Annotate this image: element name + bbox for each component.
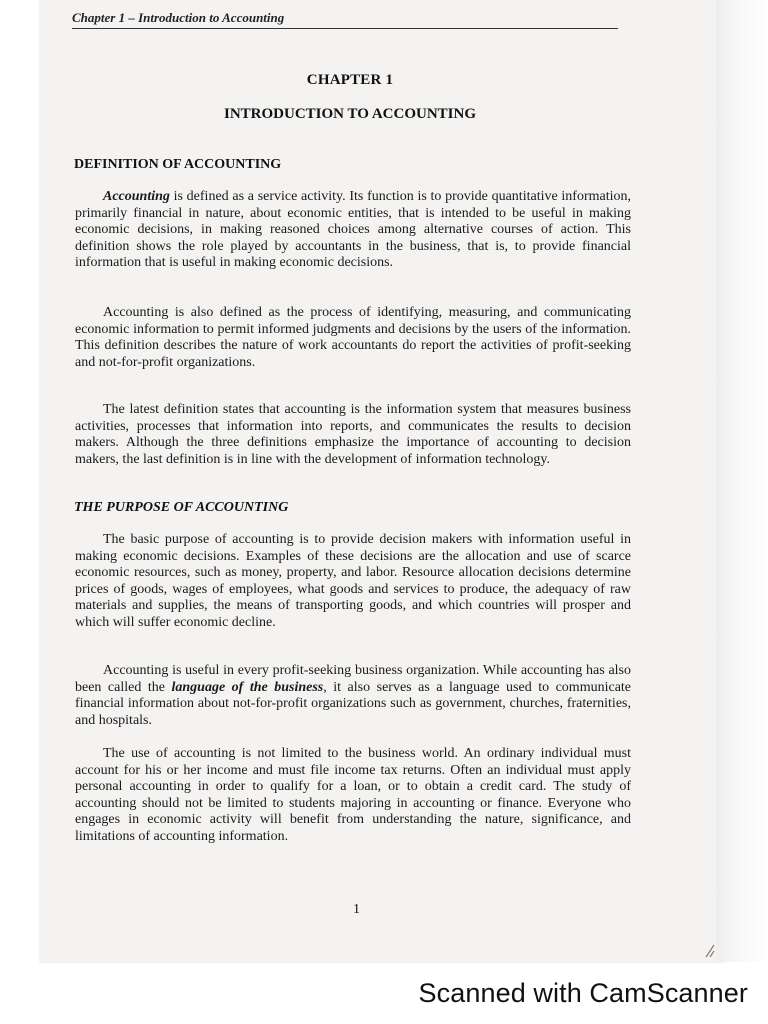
running-header: Chapter 1 – Introduction to Accounting — [72, 10, 618, 29]
section-heading-definition: DEFINITION OF ACCOUNTING — [74, 157, 282, 172]
page-corner-mark — [704, 943, 716, 959]
page-number: 1 — [353, 902, 360, 917]
scanner-watermark: Scanned with CamScanner — [418, 978, 748, 1008]
lead-term-accounting: Accounting — [103, 189, 170, 204]
paragraph-purpose-3: The use of accounting is not limited to the business world. An ordinary individual must account for his or her income and must file income tax returns. Often an individual must apply personal accounting in order to qualify for a loan, or to obtain a credit card. The study of accounting should not be limited to students majoring in accounting or finance. Everyone who engages in economic activity will benefit from understanding the nature, significance, and limitations of accounting information. — [75, 746, 631, 844]
paragraph-purpose-2 — [75, 663, 631, 729]
chapter-title: INTRODUCTION TO ACCOUNTING — [224, 106, 476, 122]
paper-edge-shadow — [716, 0, 768, 962]
paragraph-definition-2: Accounting is also defined as the process of identifying, measuring, and communicating economic information to permit informed judgments and decisions by the users of the information. This definition describes the nature of work accountants do report the activities of profit-seeking and not-for-profit organizations. — [75, 305, 631, 370]
section-heading-purpose: THE PURPOSE OF ACCOUNTING — [74, 500, 289, 515]
paragraph-text: Accounting is useful in every profit-seeking business organization. While accounting has also been called the — [75, 663, 631, 695]
paragraph-text: , it also serves as a language used to communicate financial information about not-for-profit organizations such as government, churches, fraternities, and hospitals. — [75, 679, 632, 728]
paragraph-text: is defined as a service activity. Its function is to provide quantitative information, primarily financial in nature, about economic entities, that is intended to be useful in making economic decisions, in making reasoned choices among alternative courses of action. This definition shows the role played by accountants in the business, that is, to provide financial information that is useful in making economic decisions. — [75, 189, 631, 271]
chapter-label: CHAPTER 1 — [306, 72, 394, 88]
paragraph-definition-3: The latest definition states that accounting is the information system that measures business activities, processes that information into reports, and communicates the results to decision makers. Although the three definitions emphasize the importance of accounting to decision makers, the last definition is in line with the development of information technology. — [75, 402, 631, 467]
paragraph-purpose-1: The basic purpose of accounting is to provide decision makers with information useful in making economic decisions. Examples of these decisions are the allocation and use of scarce economic resources, such as money, property, and labor. Resource allocation decisions determine prices of goods, wages of employees, what goods and services to produce, the adequacy of raw materials and supplies, the means of transporting goods, and which countries will prosper and which will suffer economic decline. — [75, 532, 631, 630]
emphasis-language-of-business: language of the business — [171, 679, 324, 695]
paragraph-definition-1 — [75, 189, 631, 272]
